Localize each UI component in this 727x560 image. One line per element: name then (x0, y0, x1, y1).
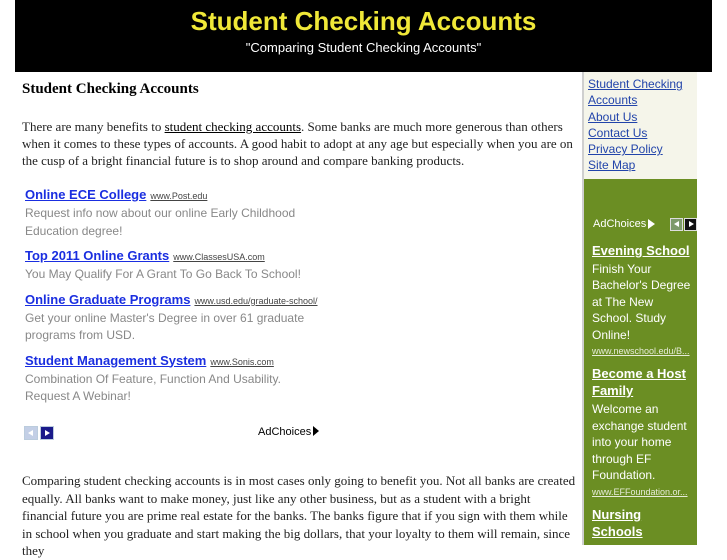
intro-paragraph (22, 118, 577, 169)
chevron-right-icon (45, 430, 50, 436)
content-title: Student Checking Accounts (22, 81, 199, 97)
ad-url[interactable]: www.usd.edu/graduate-school/ (194, 295, 318, 306)
ad-title[interactable]: Student Management System (25, 352, 207, 368)
body-paragraph: Comparing student checking accounts is in most cases only going to benefit you. Not all banks are created equally. All banks want to make money, just like any other business, but as a student with a bright financial future you are prime real estate for the banks. The banks figure that if you sign with them while in school when you graduate and start making the big dollars, that your loyalty to them will remain, since they (22, 473, 576, 558)
ad-description: Combination Of Feature, Function And Usability. Request A Webinar! (25, 371, 281, 403)
ad-url[interactable]: www.ClassesUSA.com (173, 252, 265, 262)
ad-unit[interactable] (25, 247, 325, 284)
site-header (15, 0, 712, 72)
sidebar-ad-description: Welcome an exchange student into your home through EF Foundation. (592, 402, 687, 483)
nav-contact-us[interactable]: Contact Us (588, 125, 648, 140)
adchoices-icon (648, 219, 655, 229)
sidebar-ad-next-button[interactable] (684, 218, 697, 231)
ad-url[interactable]: www.Sonis.com (210, 356, 274, 367)
nav-privacy-policy[interactable]: Privacy Policy (588, 142, 663, 157)
ad-unit[interactable] (25, 352, 325, 406)
ad-description: Get your online Master's Degree in over 61 graduate programs from USD. (25, 310, 305, 342)
sidebar-ad-title[interactable]: Evening School (592, 242, 690, 258)
intro-link[interactable]: student checking accounts (164, 119, 302, 134)
adchoices-label: AdChoices (258, 426, 312, 438)
sidebar-ad[interactable] (592, 365, 693, 498)
nav-accounts[interactable]: Accounts (588, 93, 638, 108)
sidebar-ad-url[interactable]: www.EFFoundation.or... (592, 486, 688, 497)
chevron-left-icon (674, 221, 679, 227)
site-tagline: "Comparing Student Checking Accounts" (245, 40, 482, 55)
sidebar-ad-title[interactable]: Become a Host Family (592, 366, 686, 399)
ad-prev-button[interactable] (24, 426, 38, 440)
sidebar-ads (584, 214, 697, 540)
ad-unit[interactable] (25, 186, 325, 240)
sidebar-ad-title[interactable]: Nursing Schools (592, 506, 643, 539)
sidebar-nav (584, 72, 697, 179)
adchoices-link[interactable] (258, 426, 319, 438)
sidebar-ad-prev-button[interactable] (670, 218, 683, 231)
ad-next-button[interactable] (40, 426, 54, 440)
right-margin (712, 0, 727, 545)
ad-title[interactable]: Online ECE College (25, 187, 147, 202)
chevron-right-icon (689, 221, 694, 227)
sidebar (584, 72, 697, 545)
nav-student-checking[interactable]: Student Checking (588, 77, 683, 91)
main-content (15, 72, 582, 558)
adchoices-icon (313, 426, 319, 436)
ad-unit[interactable] (25, 291, 325, 345)
ad-description: You May Qualify For A Grant To Go Back To School! (25, 267, 301, 281)
ad-block (25, 186, 325, 413)
sidebar-ad-url[interactable]: www.newschool.edu/B... (592, 346, 690, 357)
sidebar-adchoices-label: AdChoices (593, 217, 647, 230)
left-margin (0, 0, 15, 545)
sidebar-adchoices-link[interactable] (593, 218, 655, 230)
ad-url[interactable]: www.Post.edu (150, 191, 208, 201)
ad-footer (24, 426, 324, 442)
site-title[interactable]: Student Checking Accounts (190, 6, 537, 36)
sidebar-ad-description: Finish Your Bachelor's Degree at The New School. Study Online! (592, 261, 691, 342)
ad-description: Request info now about our online Early Childhood Education degree! (25, 206, 296, 238)
sidebar-ad[interactable] (592, 506, 693, 540)
ad-title[interactable]: Online Graduate Programs (25, 291, 191, 307)
intro-text-before: There are many benefits to (22, 119, 165, 134)
sidebar-ad[interactable] (592, 242, 693, 358)
nav-site-map[interactable]: Site Map (588, 158, 636, 173)
nav-about-us[interactable]: About Us (588, 109, 638, 124)
intro-text-after: . Some banks are much more generous than others when it comes to these types of accounts. A good habit to adopt at any age but especially when you are on the cusp of a bright financial future is to shop around and compare banking products. (22, 119, 573, 168)
ad-title[interactable]: Top 2011 Online Grants (25, 248, 170, 263)
sidebar-adchoices-row (588, 214, 693, 234)
chevron-left-icon (28, 430, 33, 436)
